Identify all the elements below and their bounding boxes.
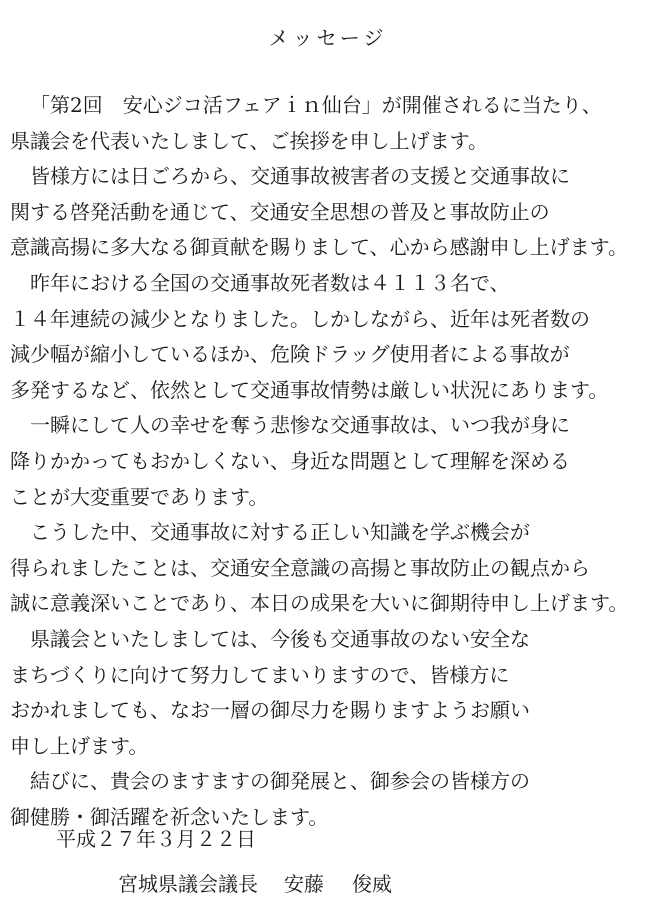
text-line: 皆様方には日ごろから、交通事故被害者の支援と交通事故に bbox=[30, 164, 570, 189]
text-line: １４年連続の減少となりました。しかしながら、近年は死者数の bbox=[10, 306, 590, 331]
signature-block bbox=[118, 868, 392, 897]
signatory-given-name: 俊威 bbox=[352, 872, 392, 896]
document-date: 平成２７年３月２２日 bbox=[56, 827, 256, 851]
signatory-surname: 安藤 bbox=[284, 872, 324, 896]
text-line: 結びに、貴会のますますの御発展と、御参会の皆様方の bbox=[30, 769, 530, 794]
text-line: 一瞬にして人の幸せを奪う悲惨な交通事故は、いつ我が身に bbox=[30, 413, 570, 438]
text-line: 減少幅が縮小しているほか、危険ドラッグ使用者による事故が bbox=[10, 342, 570, 367]
paragraph-6 bbox=[10, 622, 652, 764]
text-line: ことが大変重要であります。 bbox=[10, 484, 269, 509]
message-body bbox=[10, 88, 652, 835]
paragraph-5 bbox=[10, 515, 652, 622]
paragraph-2 bbox=[10, 159, 652, 266]
text-line: 県議会といたしましては、今後も交通事故のない安全な bbox=[30, 626, 530, 651]
text-line: 申し上げます。 bbox=[10, 733, 149, 758]
text-line: 昨年における全国の交通事故死者数は４１１３名で、 bbox=[30, 270, 510, 295]
text-line: 関する啓発活動を通じて、交通安全思想の普及と事故防止の bbox=[10, 199, 550, 224]
text-line: 御健勝・御活躍を祈念いたします。 bbox=[10, 804, 329, 829]
paragraph-1 bbox=[10, 88, 652, 159]
text-line: 得られましたことは、交通安全意識の高揚と事故防止の観点から bbox=[10, 555, 590, 580]
text-line: 意識高揚に多大なる御貢献を賜りまして、心から感謝申し上げます。 bbox=[10, 235, 628, 260]
text-line: まちづくりに向けて努力してまいりますので、皆様方に bbox=[10, 662, 510, 687]
text-line: おかれましても、なお一層の御尽力を賜りますようお願い bbox=[10, 698, 530, 723]
text-line: こうした中、交通事故に対する正しい知識を学ぶ機会が bbox=[30, 520, 530, 545]
document-title: メッセージ bbox=[268, 26, 388, 50]
text-line: 多発するなど、依然として交通事故情勢は厳しい状況にあります。 bbox=[10, 377, 609, 402]
text-line: 「第2回 安心ジコ活フェアｉｎ仙台」が開催されるに当たり、 bbox=[30, 93, 602, 117]
text-line: 誠に意義深いことであり、本日の成果を大いに御期待申し上げます。 bbox=[10, 591, 629, 616]
text-line: 県議会を代表いたしまして、ご挨拶を申し上げます。 bbox=[10, 128, 488, 153]
paragraph-4 bbox=[10, 408, 652, 515]
paragraph-3 bbox=[10, 266, 652, 408]
signatory-role: 宮城県議会議長 bbox=[118, 872, 258, 896]
text-line: 降りかかってもおかしくない、身近な問題として理解を深める bbox=[10, 448, 570, 473]
